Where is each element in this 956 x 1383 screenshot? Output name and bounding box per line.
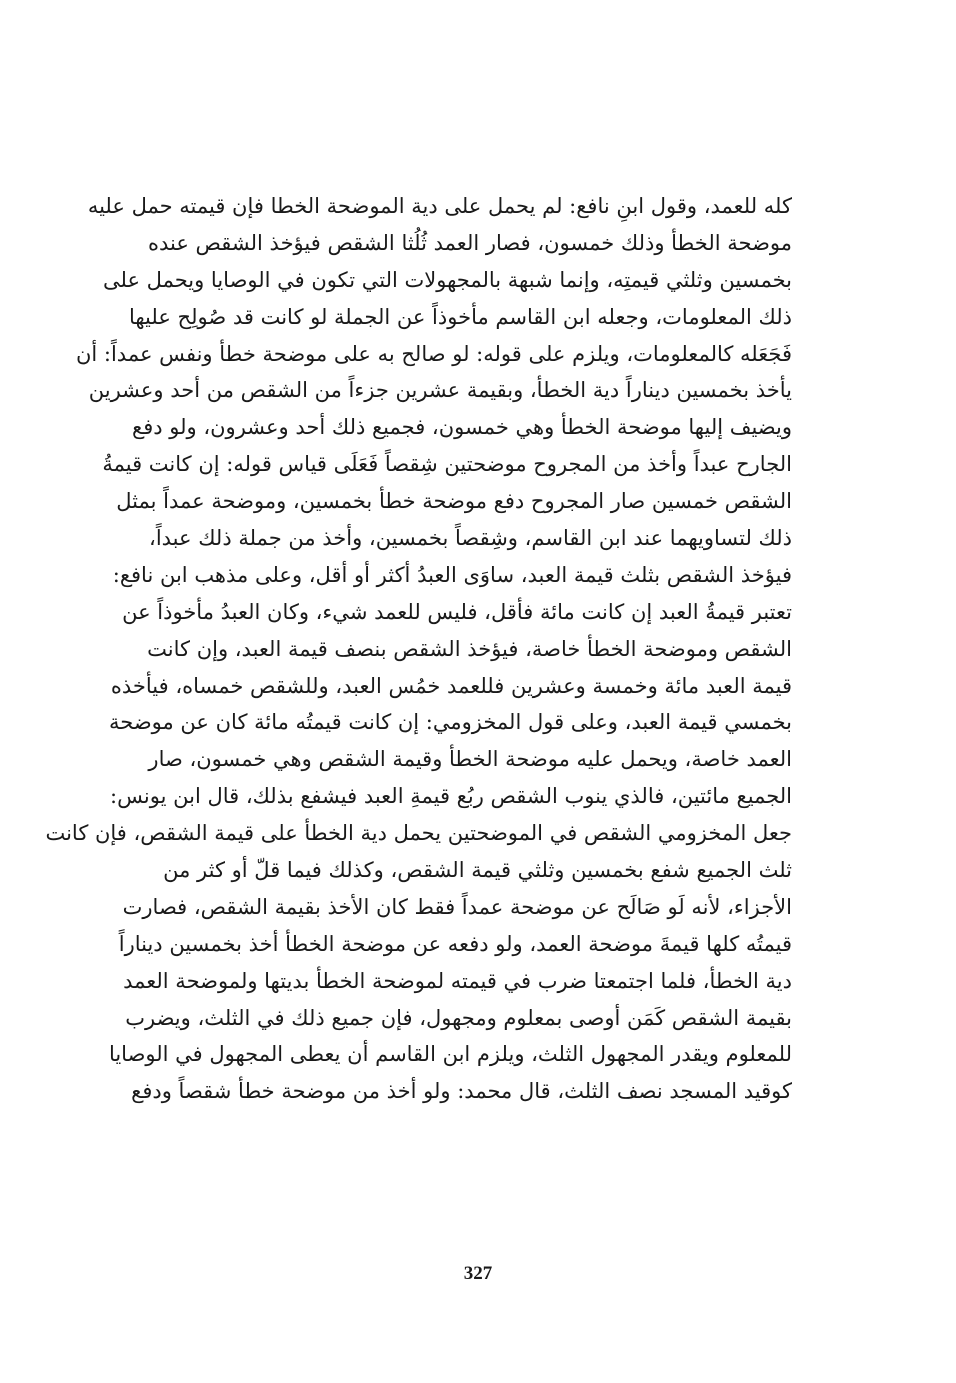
text-line: ذلك المعلومات، وجعله ابن القاسم مأخوذاً عن الجملة لو كانت قد صُولِح عليها	[128, 304, 792, 329]
text-line: قيمة العبد مائة وخمسة وعشرين فللعمد خمُس العبد، وللشقص خمساه، فيأخذه	[110, 673, 792, 698]
text-line: يأخذ بخمسين ديناراً دية الخطأ، وبقيمة عشرين جزءاً من الشقص من أحد وعشرين	[88, 378, 792, 403]
text-line: الشقص وموضحة الخطأ خاصة، فيؤخذ الشقص بنصف قيمة العبد، وإن كانت	[147, 636, 792, 661]
text-line: للمعلوم ويقدر المجهول الثلث، ويلزم ابن القاسم أن يعطى المجهول في الوصايا	[108, 1042, 792, 1067]
text-line: العمد خاصة، ويحمل عليه موضحة الخطأ وقيمة الشقص وهي خمسون، صار	[148, 747, 792, 772]
text-line: الجارح عبداً وأخذ من المجروح موضحتين شِقصاً فَعَلَى قياس قوله: إن كانت قيمةُ	[102, 452, 792, 477]
text-line: بخمسي قيمة العبد، وعلى قول المخزومي: إن كانت قيمتُه مائة كان عن موضحة	[109, 710, 792, 735]
text-line: كوقيد المسجد نصف الثلث، قال محمد: ولو أخذ من موضحة خطأ شقصاً ودفع	[131, 1079, 792, 1104]
text-line: كله للعمد، وقول ابنِ نافع: لم يحمل على دية الموضحة الخطا فإن قيمته حمل عليه	[87, 194, 792, 218]
text-line: جعل المخزومي الشقص في الموضحتين يحمل دية الخطأ على قيمة الشقص، فإن كانت	[45, 821, 792, 846]
text-line: الأجزاء، لأنه لَو صَالَح عن موضحة عمداً فقط كان الأخذ بقيمة الشقص، فصارت	[122, 894, 792, 919]
text-line: قيمتُه كلها قيمةَ موضحة العمد، ولو دفعه عن موضحة الخطأ أخذ بخمسين ديناراً	[118, 931, 792, 956]
text-line: الجميع مائتين، فالذي ينوب الشقص ربُع قيمةِ العبد فيشفع بذلك، قال ابن يونس:	[110, 784, 792, 809]
text-line: بخمسين وثلثي قيمتِه، وإنما شبهة بالمجهولات التي تكون في الوصايا ويحمل على	[103, 267, 792, 292]
text-line: فَجَعَله كالمعلومات، ويلزم على قوله: لو صالح به على موضحة خطأ ونفس عمداً: أن	[75, 341, 792, 366]
text-line: ذلك لتساويهما عند ابن القاسم، وشِقصاً بخمسين، وأخذ من جملة ذلك عبداً،	[149, 526, 792, 551]
text-line: الشقص خمسين صار المجروح دفع موضحة خطأ بخمسين، وموضحة عمداً بمثل	[116, 489, 792, 514]
body-text	[45, 188, 792, 1110]
text-line: ويضيف إليها موضحة الخطأ وهي خمسون، فجميع ذلك أحد وعشرون، ولو دفع	[132, 415, 792, 440]
text-line: بقيمة الشقص كَمَن أوصى بمعلوم ومجهول، فإن جميع ذلك في الثلث، ويضرب	[125, 1005, 792, 1030]
text-line: دية الخطأ، فلما اجتمعتا ضرب في قيمته لموضحة الخطأ بديتها ولموضحة العمد	[123, 968, 792, 993]
text-line: موضحة الخطأ وذلك خمسون، فصار العمد ثُلُثا الشقص فيؤخذ الشقص عنده	[147, 230, 792, 255]
text-line: ثلث الجميع شفع بخمسين وثلثي قيمة الشقص، وكذلك فيما قلّ أو كثر من	[163, 858, 792, 883]
page-number: 327	[463, 1263, 493, 1284]
text-line: تعتبر قيمةُ العبد إن كانت مائة فأقل، فليس للعمد شيء، وكان العبدُ مأخوذاً عن	[122, 599, 792, 624]
text-line: فيؤخذ الشقص بثلث قيمة العبد، ساوَى العبدُ أكثر أو أقل، وعلى مذهب ابن نافع:	[112, 562, 792, 587]
